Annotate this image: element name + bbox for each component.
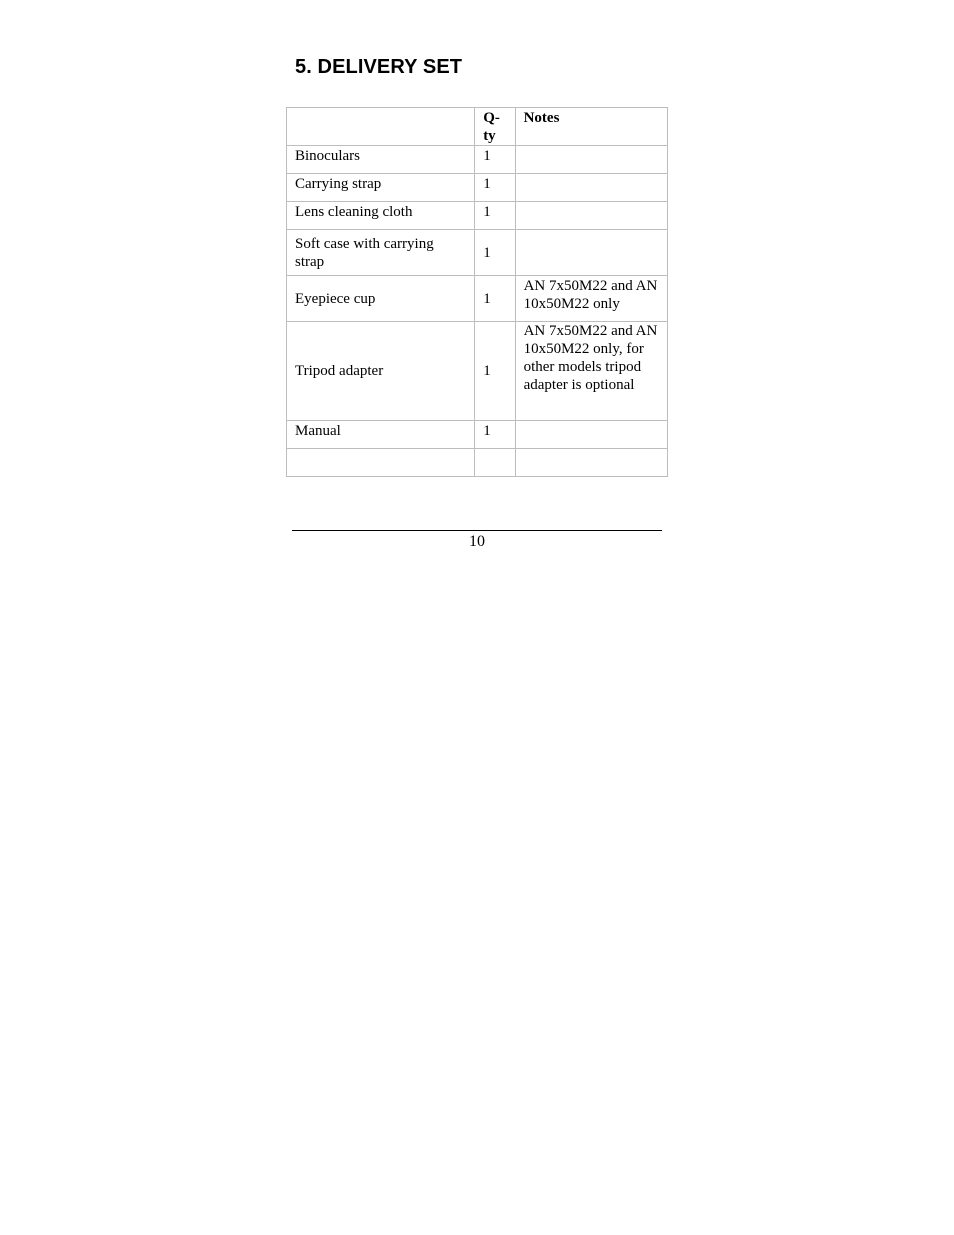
item-cell: Carrying strap	[287, 174, 475, 202]
qty-cell	[475, 449, 515, 477]
qty-cell: 1	[475, 202, 515, 230]
column-header-qty: Q-ty	[475, 108, 515, 146]
item-cell: Eyepiece cup	[287, 276, 475, 322]
notes-cell	[515, 146, 667, 174]
table-row	[287, 449, 668, 477]
qty-cell: 1	[475, 174, 515, 202]
item-cell: Binoculars	[287, 146, 475, 174]
page-number: 10	[469, 533, 485, 550]
qty-cell: 1	[475, 276, 515, 322]
notes-cell	[515, 202, 667, 230]
table-row	[287, 421, 668, 449]
footer-divider	[292, 530, 662, 531]
item-cell: Lens cleaning cloth	[287, 202, 475, 230]
qty-cell: 1	[475, 421, 515, 449]
delivery-set-table	[286, 107, 668, 477]
notes-cell	[515, 421, 667, 449]
notes-cell: AN 7x50M22 and AN 10x50M22 only, for other models tripod adapter is optional	[515, 322, 667, 421]
table-row	[287, 174, 668, 202]
table-row	[287, 202, 668, 230]
notes-cell	[515, 174, 667, 202]
qty-cell: 1	[475, 146, 515, 174]
item-cell	[287, 449, 475, 477]
page-title: 5. DELIVERY SET	[295, 56, 463, 78]
notes-cell	[515, 230, 667, 276]
item-cell: Soft case with carrying strap	[287, 230, 475, 276]
qty-cell: 1	[475, 230, 515, 276]
notes-cell: AN 7x50M22 and AN 10x50M22 only	[515, 276, 667, 322]
table-row	[287, 276, 668, 322]
table-row	[287, 230, 668, 276]
notes-cell	[515, 449, 667, 477]
column-header-item	[287, 108, 475, 146]
table-header-row	[287, 108, 668, 146]
item-cell: Tripod adapter	[287, 322, 475, 421]
item-cell: Manual	[287, 421, 475, 449]
table-row	[287, 146, 668, 174]
table-row	[287, 322, 668, 421]
qty-cell: 1	[475, 322, 515, 421]
column-header-notes: Notes	[515, 108, 667, 146]
